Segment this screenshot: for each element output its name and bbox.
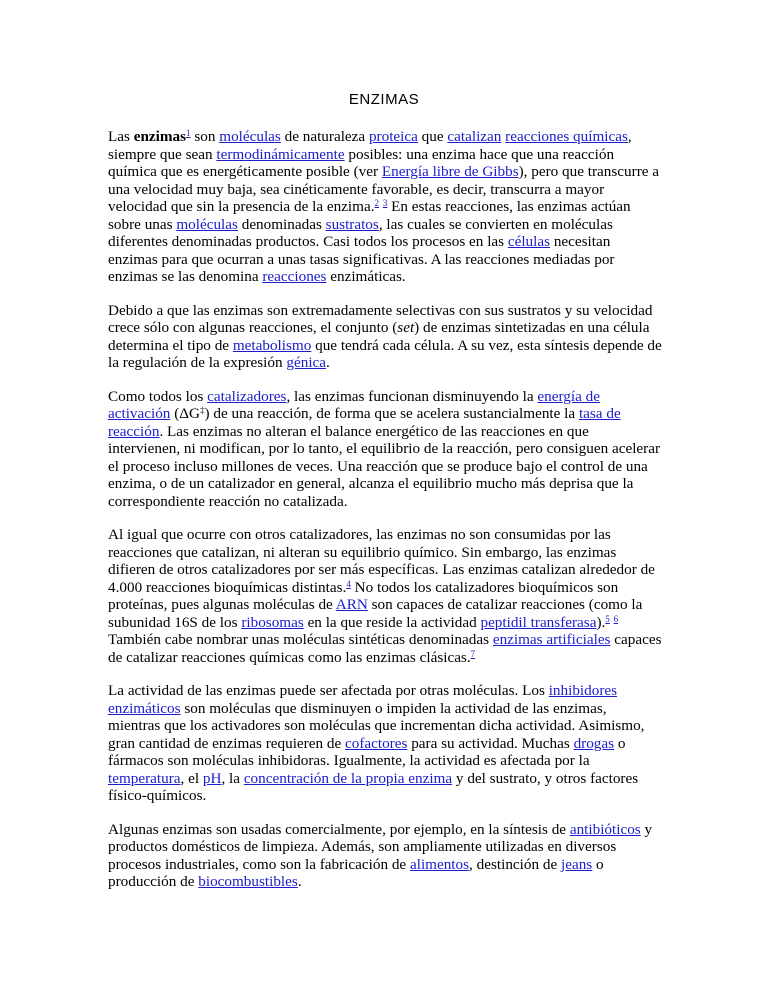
text: , el [180,769,203,787]
link-catalizan[interactable]: catalizan [447,128,502,145]
text: . Las enzimas no alteran el balance energético de las reacciones en que intervienen, ni modifican, por lo tanto, el equilibrio de la reacción, pero consiguen acelerar el proceso incluso millones de veces. Una reacción que se produce bajo el control de una enzima, o de un catalizador en general, alcanza el equilibrio mucho más deprisa que la correspondiente reacción no catalizada. [108,422,661,510]
text: posibles: una enzima hace que una reacción química que es energéticamente posible (ver [108,145,615,180]
paragraph-3 [108,388,662,511]
text: , la [221,769,244,787]
link-moleculas-2[interactable]: moléculas [176,215,238,233]
link-termodinamicamente[interactable]: termodinámicamente [216,145,345,163]
text: Al igual que ocurre con otros catalizadores, las enzimas no son consumidas por las reacciones que catalizan, ni alteran su equilibrio químico. Sin embargo, las enzimas difieren de otros catalizadores por ser más específicas. Las enzimas catalizan alrededor de 4.000 reacciones bioquímicas distintas. [108,526,655,596]
link-tasa-reaccion[interactable]: tasa de reacción [108,405,621,440]
link-jeans[interactable]: jeans [561,855,593,873]
text: son capaces de catalizar reacciones (como la subunidad 16S de los [108,596,643,631]
footnote-link-3[interactable]: 3 [382,198,388,208]
link-arn[interactable]: ARN [335,596,368,613]
footnote-link-7[interactable]: 7 [470,648,476,659]
link-drogas[interactable]: drogas [573,734,615,752]
link-metabolismo[interactable]: metabolismo [232,336,312,354]
link-energia-libre-gibbs[interactable]: Energía libre de Gibbs [381,163,519,180]
text: son [190,128,220,145]
text: . [297,873,302,890]
text: También cabe nombrar unas moléculas sintéticas denominadas [108,631,493,648]
footnote-link-1[interactable]: 1 [186,128,191,138]
text: para su actividad. Muchas [407,734,574,752]
link-catalizadores[interactable]: catalizadores [207,387,287,405]
footnote-ref-2[interactable] [375,198,380,208]
text: que [417,128,448,145]
footnote-link-4[interactable]: 4 [346,578,351,589]
link-inhibidores-enzimaticos[interactable]: inhibidores enzimáticos [108,682,618,717]
text: Las [108,128,134,145]
page-title: ENZIMAS [348,91,420,108]
paragraph-2 [108,302,662,372]
link-moleculas[interactable]: moléculas [219,128,281,145]
double-dagger-sup: ‡ [200,405,205,415]
text: Como todos los [108,387,208,405]
text: , las enzimas funcionan disminuyendo la [286,387,538,405]
text: (ΔG [170,405,200,422]
link-energia-activacion[interactable]: energía de activación [108,387,600,422]
text: en la que reside la actividad [303,613,481,631]
text: y productos domésticos de limpieza. Además, son ampliamente utilizadas en diversos procesos industriales, como son la fabricación de [108,820,653,873]
bold-term: enzimas [133,128,187,145]
italic-term: set [397,319,415,336]
footnote-ref-6[interactable] [614,614,619,624]
link-celulas[interactable]: células [507,233,551,250]
text: ). [596,613,606,631]
footnote-ref-7[interactable] [471,649,476,659]
link-peptidil-transferasa[interactable]: peptidil transferasa [480,613,597,631]
link-antibioticos[interactable]: antibióticos [569,820,641,838]
footnote-link-2[interactable]: 2 [374,198,380,208]
paragraph-1 [108,128,662,286]
text: . [326,354,330,371]
text: , destinción de [469,855,561,873]
document-body [108,128,662,907]
footnote-ref-5[interactable] [605,614,610,624]
footnote-link-5[interactable]: 5 [605,613,610,624]
text: ), pero que transcurre a una velocidad muy baja, sea cinéticamente favorable, es decir, transcurra a mayor velocidad que sin la presencia de la enzima. [108,163,660,215]
paragraph-5 [108,682,662,805]
text: de naturaleza [280,128,369,145]
link-cofactores[interactable]: cofactores [344,734,408,752]
text: La actividad de las enzimas puede ser afectada por otras moléculas. Los [108,682,549,699]
paragraph-6 [108,821,662,891]
text: que tendrá cada célula. A su vez, esta síntesis depende de la regulación de la expresión [108,336,662,371]
text: enzimáticas. [326,268,406,285]
link-reacciones[interactable]: reacciones [262,268,327,285]
text: son moléculas que disminuyen o impiden la actividad de las enzimas, mientras que los activadores son moléculas que incrementan dicha actividad. Asimismo, gran cantidad de enzimas requieren de [108,699,645,752]
link-biocombustibles[interactable]: biocombustibles [198,873,298,890]
link-sustratos[interactable]: sustratos [325,215,379,233]
text: ) de enzimas sintetizadas en una célula determina el tipo de [108,319,650,354]
text: En estas reacciones, las enzimas actúan sobre unas [108,198,631,233]
link-genica[interactable]: génica [286,354,327,371]
text: denominadas [237,215,326,233]
paragraph-4 [108,526,662,666]
text: No todos los catalizadores bioquímicos son proteínas, pues algunas moléculas de [108,578,619,613]
text: y del sustrato, y otros factores físico-químicos. [108,769,639,804]
link-ph[interactable]: pH [202,769,222,787]
text: necesitan enzimas para que ocurran a unas tasas significativas. A las reacciones mediadas por enzimas se las denomina [108,233,615,285]
link-ribosomas[interactable]: ribosomas [241,613,304,631]
link-concentracion-enzima[interactable]: concentración de la propia enzima [243,769,453,787]
text: o fármacos son moléculas inhibidoras. Igualmente, la actividad es afectada por la [108,734,626,769]
link-enzimas-artificiales[interactable]: enzimas artificiales [492,631,611,648]
text: Algunas enzimas son usadas comercialmente, por ejemplo, en la síntesis de [108,820,570,838]
text: capaces de catalizar reacciones químicas como las enzimas clásicas. [108,631,662,666]
text: ) de una reacción, de forma que se acelera sustancialmente la [204,405,579,422]
text: o producción de [108,855,604,890]
footnote-link-6[interactable]: 6 [613,613,619,624]
text: , siempre que sean [108,128,632,163]
link-reacciones-quimicas[interactable]: reacciones químicas [505,128,628,145]
text: Debido a que las enzimas son extremadamente selectivas con sus sustratos y su velocidad crece sólo con algunas reacciones, el conjunto ( [108,301,653,336]
text: , las cuales se convierten en moléculas diferentes denominadas productos. Casi todos los procesos en las [108,215,613,250]
link-alimentos[interactable]: alimentos [409,855,470,873]
link-proteica[interactable]: proteica [368,128,418,145]
link-temperatura[interactable]: temperatura [108,769,181,787]
